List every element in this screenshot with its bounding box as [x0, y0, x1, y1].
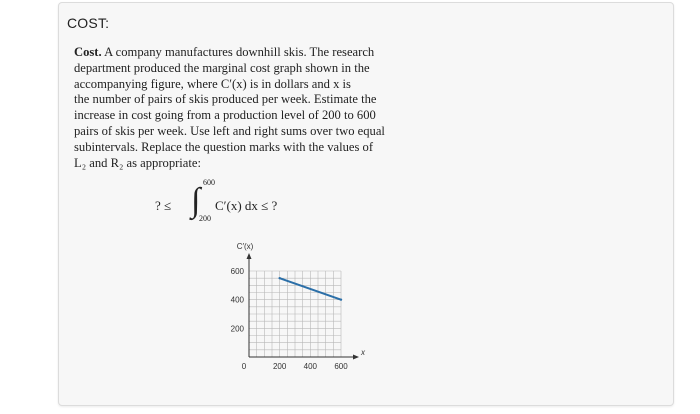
- x-axis-label: x: [361, 348, 365, 357]
- marginal-cost-chart: [169, 235, 369, 375]
- data-point: [278, 277, 280, 279]
- problem-text: [74, 45, 404, 171]
- integrand: C′(x) dx ≤ ?: [215, 198, 278, 213]
- x-tick-label: 0: [241, 362, 247, 371]
- x-axis-arrow: [353, 355, 359, 360]
- x-tick-label: 200: [272, 362, 287, 371]
- integral-expression: [155, 178, 355, 228]
- problem-line: subintervals. Replace the question marks with the values of: [74, 139, 374, 154]
- x-tick-label: 400: [303, 362, 318, 371]
- chart-axes: [237, 242, 366, 360]
- problem-line: department produced the marginal cost graph shown in the: [74, 60, 370, 75]
- lower-limit: 200: [199, 214, 211, 223]
- y-axis-arrow: [247, 253, 252, 259]
- integral-sign: ∫: [191, 182, 201, 219]
- question-card: [58, 2, 674, 406]
- problem-line: pairs of skis per week. Use left and right sums over two equal: [74, 123, 385, 138]
- problem-line: L₂ and R₂ as appropriate:: [74, 155, 201, 170]
- problem-line: the number of pairs of skis produced per week. Estimate the: [74, 92, 377, 107]
- y-tick-label: 400: [230, 295, 244, 305]
- y-tick-label: 200: [230, 324, 244, 334]
- lower-bound-placeholder: ? ≤: [155, 198, 172, 213]
- problem-line: A company manufactures downhill skis. The research: [104, 45, 375, 59]
- upper-limit: 600: [203, 178, 215, 187]
- problem-label: Cost.: [74, 45, 102, 59]
- problem-line: increase in cost going from a production level of 200 to 600: [74, 108, 376, 123]
- y-tick-label: 600: [230, 267, 244, 276]
- problem-line: accompanying figure, where C′(x) is in dollars and x is: [74, 76, 351, 91]
- data-point: [340, 298, 342, 300]
- x-tick-label: 600: [334, 362, 348, 371]
- section-heading: COST:: [67, 15, 110, 31]
- y-axis-label: C′(x): [236, 242, 254, 251]
